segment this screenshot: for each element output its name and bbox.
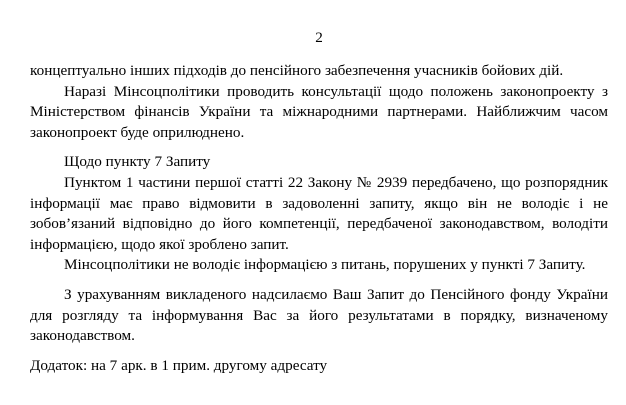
paragraph-consultations: Наразі Мінсоцполітики проводить консультації щодо положень законопроекту з Міністерством фінансів України та міжнародними партнерами. Найближчим часом законопроект буде оприлюднено. [30, 82, 608, 141]
attachment-note: Додаток: на 7 арк. в 1 прим. другому адресату [30, 356, 328, 374]
section-heading-item-7: Щодо пункту 7 Запиту [64, 153, 211, 171]
document-body [30, 61, 608, 376]
paragraph-forwarding: З урахуванням викладеного надсилаємо Ваш Запит до Пенсійного фонду України для розгляду та інформування Вас за його результатами в порядку, визначеному законодавством. [30, 285, 608, 345]
paragraph-law-reference: Пунктом 1 частини першої статті 22 Закону № 2939 передбачено, що розпорядник інформації має право відмовити в задоволенні запиту, якщо він не володіє і не зобов’язаний відповідно до його компетенції, передбаченої законодавством, володіти інформацією, щодо якої зроблено запит. [30, 173, 608, 253]
paragraph-continuation: концептуально інших підходів до пенсійного забезпечення учасників бойових дій. [30, 62, 564, 79]
page-number: 2 [315, 29, 323, 46]
paragraph-no-information: Мінсоцполітики не володіє інформацією з питань, порушених у пункті 7 Запиту. [64, 256, 586, 274]
